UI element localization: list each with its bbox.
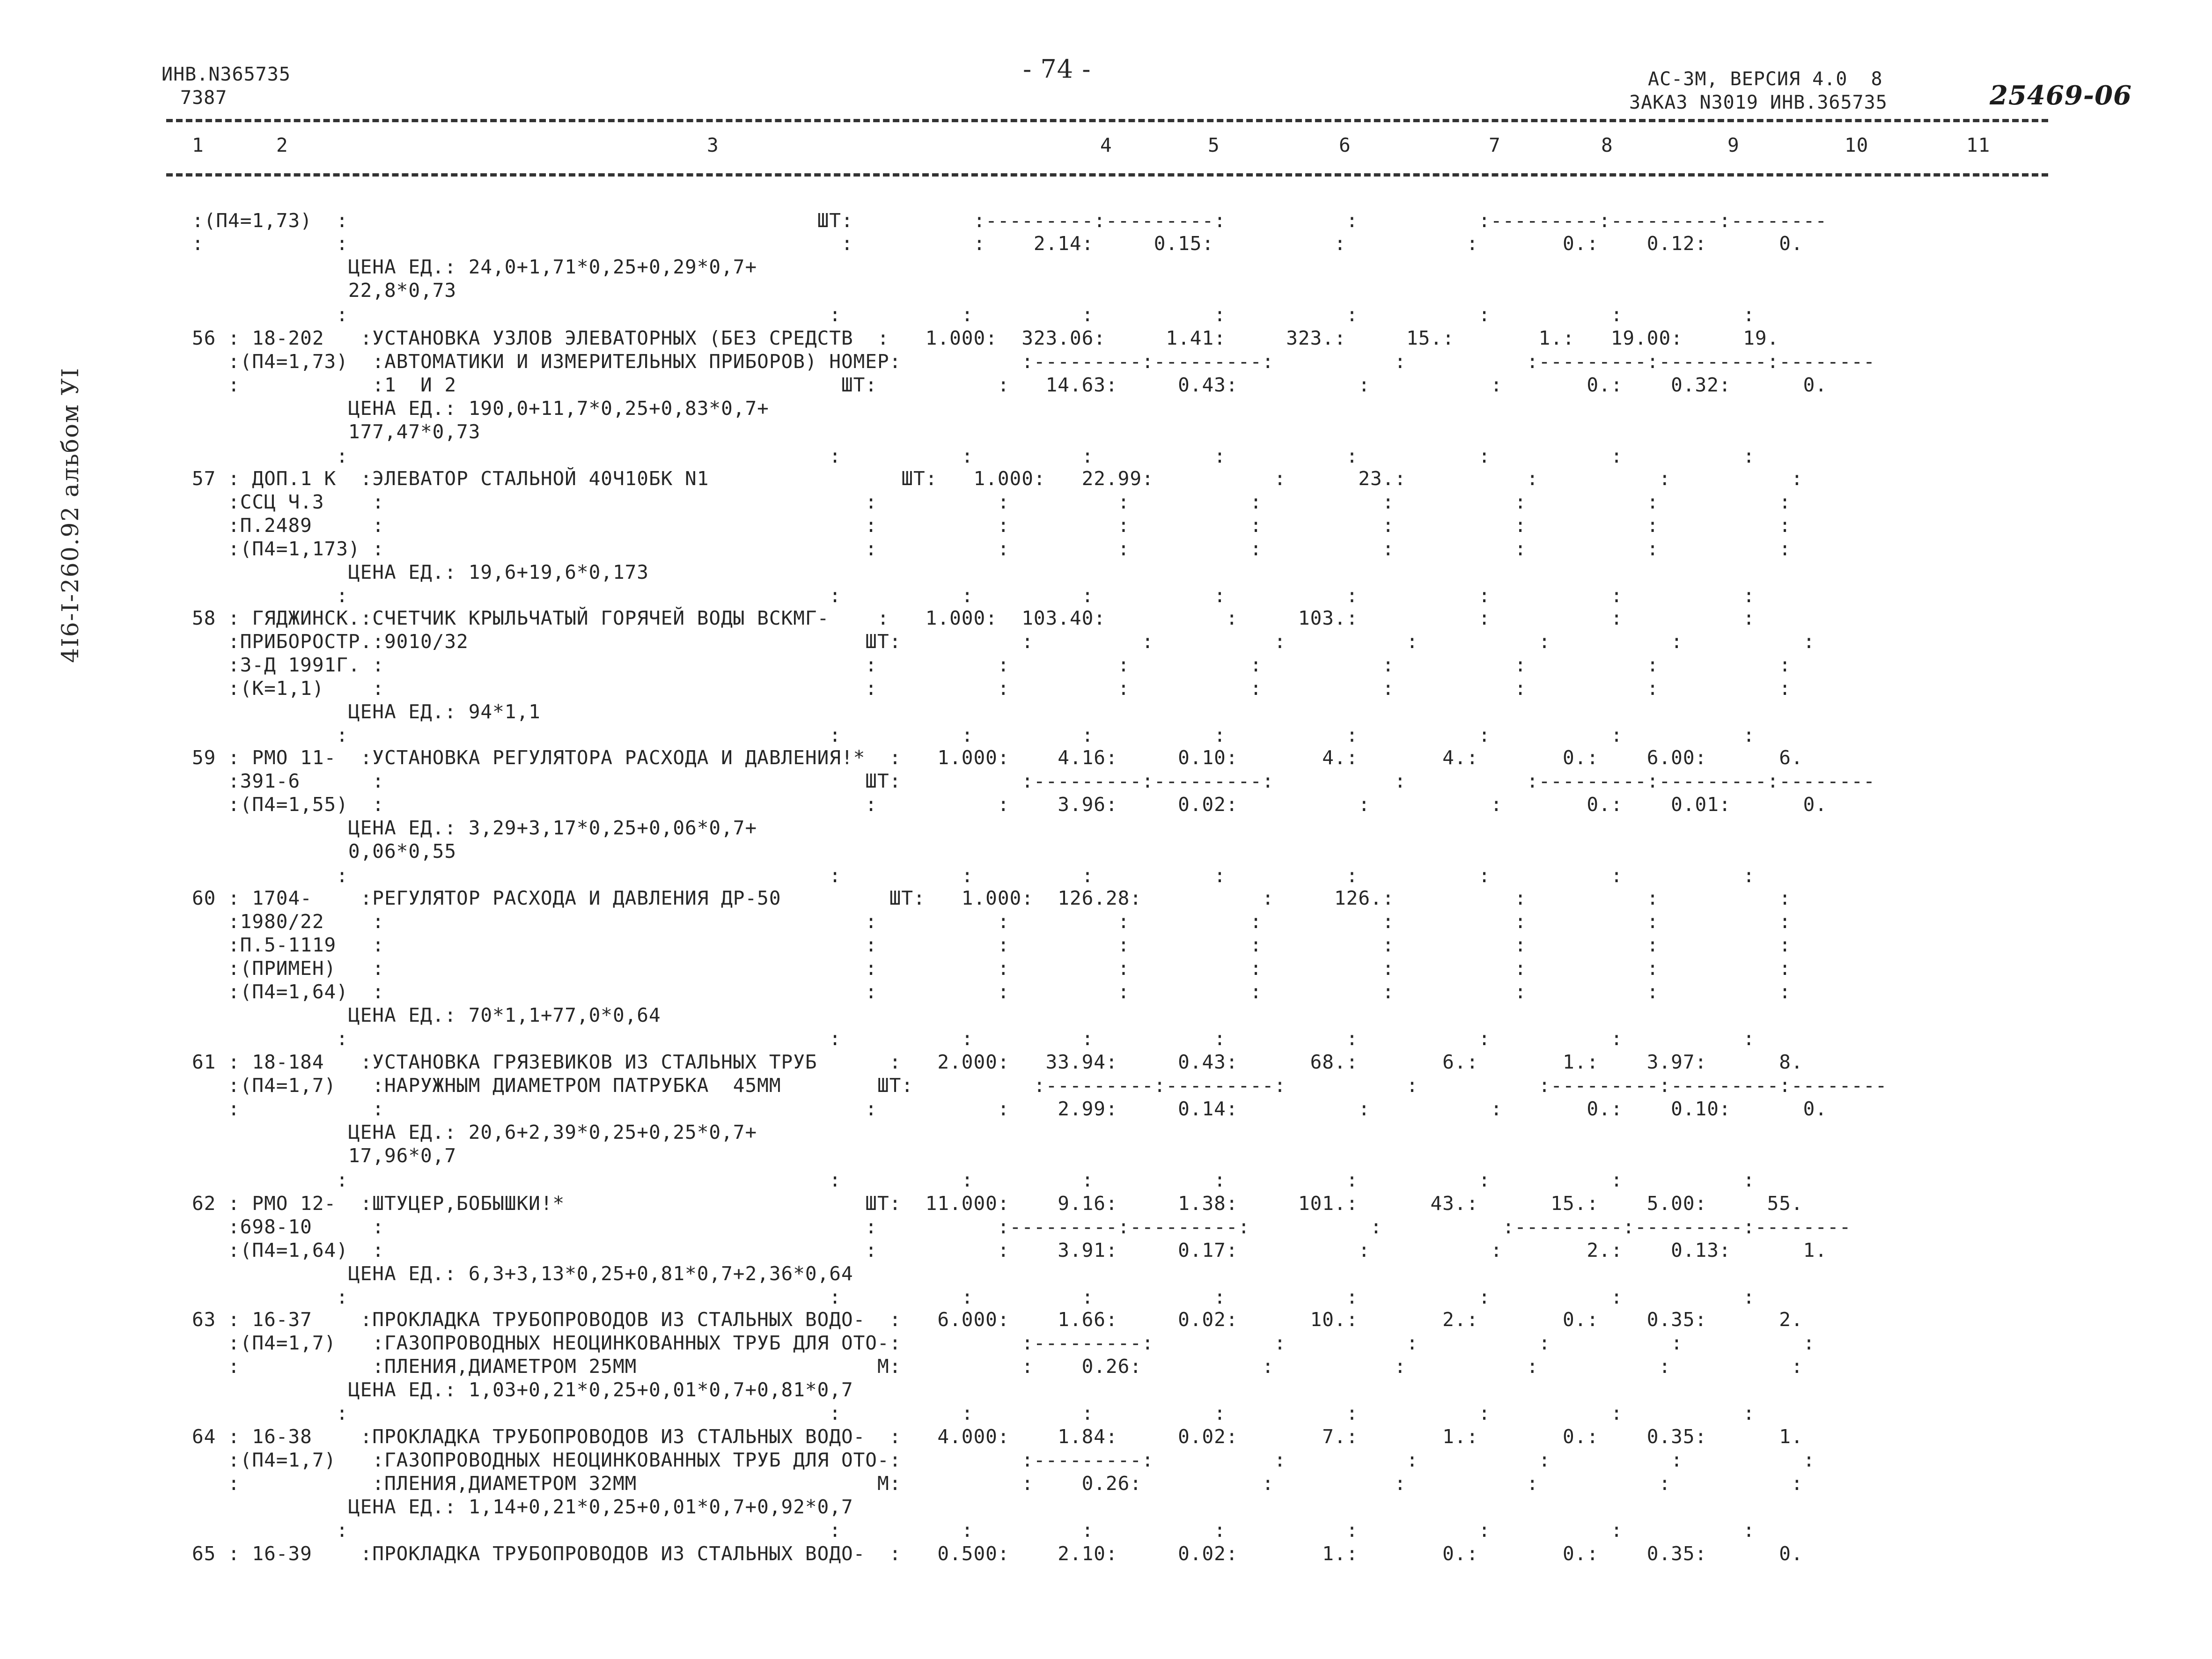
table-line: 61 : 18-184 :УСТАНОВКА ГРЯЗЕВИКОВ ИЗ СТАЛЬНЫХ ТРУБ : 2.000: 33.94: 0.43: 68.: 6.: 1.: 3.97: 8. — [192, 1051, 1803, 1073]
table-line: ЦЕНА ЕД.: 70*1,1+77,0*0,64 — [192, 1004, 661, 1026]
table-line: :391-6 : ШТ: :---------:---------: : :---------:---------:-------- — [192, 770, 1875, 792]
program-version: АС-3М, ВЕРСИЯ 4.0 8 — [1648, 68, 1883, 90]
column-header-10: 10 — [1845, 134, 1869, 156]
table-line: :(П4=1,7) :ГАЗОПРОВОДНЫХ НЕОЦИНКОВАННЫХ ТРУБ ДЛЯ ОТО-: :---------: : : : : : — [192, 1449, 1815, 1471]
table-line: : : : : 2.14: 0.15: : : 0.: 0.12: 0. — [192, 232, 1803, 255]
column-header-6: 6 — [1339, 134, 1351, 156]
column-header-3: 3 — [707, 134, 719, 156]
table-line: : : : : : : : : : — [192, 445, 1755, 467]
table-line: ЦЕНА ЕД.: 3,29+3,17*0,25+0,06*0,7+ — [192, 817, 757, 839]
column-header-2: 2 — [276, 134, 288, 156]
table-line: :(П4=1,55) : : : 3.96: 0.02: : : 0.: 0.01: 0. — [192, 793, 1828, 816]
table-line: 64 : 16-38 :ПРОКЛАДКА ТРУБОПРОВОДОВ ИЗ СТАЛЬНЫХ ВОДО- : 4.000: 1.84: 0.02: 7.: 1.: 0.: 0.35: 1. — [192, 1425, 1803, 1448]
table-line: :(ПРИМЕН) : : : : : : : : : — [192, 957, 1791, 980]
table-line: :ССЦ Ч.3 : : : : : : : : : — [192, 491, 1791, 513]
page-number: - 74 - — [1023, 54, 1091, 84]
table-line: : : : : : : : : : — [192, 1027, 1755, 1050]
table-line: 59 : РМО 11- :УСТАНОВКА РЕГУЛЯТОРА РАСХОДА И ДАВЛЕНИЯ!* : 1.000: 4.16: 0.10: 4.: 4.: 0.: 6.00: 6. — [192, 746, 1803, 769]
table-line: :(П4=1,73) :АВТОМАТИКИ И ИЗМЕРИТЕЛЬНЫХ ПРИБОРОВ) НОМЕР: :---------:---------: : :---------:---------:-------- — [192, 350, 1875, 373]
table-line: : :ПЛЕНИЯ,ДИАМЕТРОМ 32ММ М: : 0.26: : : : : : — [192, 1472, 1803, 1495]
table-line: ЦЕНА ЕД.: 94*1,1 — [192, 700, 541, 723]
album-side-label: 4I6-I-260.92 альбом УI — [57, 367, 84, 663]
table-line: 57 : ДОП.1 К :ЭЛЕВАТОР СТАЛЬНОЙ 40Ч10БК N1 ШТ: 1.000: 22.99: : 23.: : : : — [192, 467, 1803, 490]
table-line: :3-Д 1991Г. : : : : : : : : : — [192, 654, 1791, 676]
table-line: : :1 И 2 ШТ: : 14.63: 0.43: : : 0.: 0.32: 0. — [192, 374, 1828, 396]
table-line: : : : : : : : : : — [192, 1402, 1755, 1424]
table-line: 62 : РМО 12- :ШТУЦЕР,БОБЫШКИ!* ШТ: 11.000: 9.16: 1.38: 101.: 43.: 15.: 5.00: 55. — [192, 1192, 1803, 1215]
table-line: : : : : : : : : : — [192, 1286, 1755, 1308]
table-line: : : : : : : : : : — [192, 724, 1755, 746]
column-header-9: 9 — [1727, 134, 1740, 156]
table-line: ЦЕНА ЕД.: 1,14+0,21*0,25+0,01*0,7+0,92*0,7 — [192, 1496, 853, 1518]
table-line: :П.2489 : : : : : : : : : — [192, 514, 1791, 537]
table-line: 60 : 1704- :РЕГУЛЯТОР РАСХОДА И ДАВЛЕНИЯ ДР-50 ШТ: 1.000: 126.28: : 126.: : : : — [192, 887, 1791, 909]
table-line: :(К=1,1) : : : : : : : : : — [192, 677, 1791, 700]
handwritten-stamp: 25469-06 — [1990, 80, 2132, 111]
table-line: 65 : 16-39 :ПРОКЛАДКА ТРУБОПРОВОДОВ ИЗ СТАЛЬНЫХ ВОДО- : 0.500: 2.10: 0.02: 1.: 0.: 0.: 0.35: 0. — [192, 1542, 1803, 1565]
table-line: : : : : : : : : : — [192, 584, 1755, 607]
table-line: :(П4=1,7) :ГАЗОПРОВОДНЫХ НЕОЦИНКОВАННЫХ ТРУБ ДЛЯ ОТО-: :---------: : : : : : — [192, 1332, 1815, 1354]
table-line: 17,96*0,7 — [192, 1144, 457, 1167]
table-line: 56 : 18-202 :УСТАНОВКА УЗЛОВ ЭЛЕВАТОРНЫХ (БЕЗ СРЕДСТВ : 1.000: 323.06: 1.41: 323.: 15.: 1.: 19.00: 19. — [192, 327, 1779, 349]
table-line: :1980/22 : : : : : : : : : — [192, 910, 1791, 933]
header-top-rule — [166, 119, 2048, 122]
order-number: ЗАКАЗ N3019 ИНВ.365735 — [1629, 92, 1888, 113]
table-line: : : : : : : : : : — [192, 303, 1755, 326]
table-line: : : : : 2.99: 0.14: : : 0.: 0.10: 0. — [192, 1098, 1828, 1120]
table-line: ЦЕНА ЕД.: 190,0+11,7*0,25+0,83*0,7+ — [192, 397, 769, 420]
table-line: ЦЕНА ЕД.: 19,6+19,6*0,173 — [192, 561, 649, 583]
column-header-4: 4 — [1100, 134, 1112, 156]
column-header-5: 5 — [1208, 134, 1220, 156]
header-bottom-rule — [166, 173, 2048, 177]
table-line: :(П4=1,73) : ШТ: :---------:---------: : :---------:---------:-------- — [192, 209, 1828, 232]
table-line: ЦЕНА ЕД.: 6,3+3,13*0,25+0,81*0,7+2,36*0,64 — [192, 1262, 853, 1285]
table-line: :ПРИБОРОСТР.:9010/32 ШТ: : : : : : : : — [192, 630, 1815, 653]
table-line: :(П4=1,64) : : : : : : : : : — [192, 981, 1791, 1003]
table-line: ЦЕНА ЕД.: 1,03+0,21*0,25+0,01*0,7+0,81*0,7 — [192, 1379, 853, 1401]
table-line: ЦЕНА ЕД.: 20,6+2,39*0,25+0,25*0,7+ — [192, 1121, 757, 1143]
column-header-7: 7 — [1489, 134, 1501, 156]
table-line: 58 : ГЯДЖИНСК.:СЧЕТЧИК КРЫЛЬЧАТЫЙ ГОРЯЧЕЙ ВОДЫ ВСКМГ- : 1.000: 103.40: : 103.: : : : — [192, 607, 1755, 629]
table-line: : :ПЛЕНИЯ,ДИАМЕТРОМ 25ММ М: : 0.26: : : : : : — [192, 1355, 1803, 1378]
column-header-1: 1 — [192, 134, 204, 156]
table-line: : : : : : : : : : — [192, 1169, 1755, 1191]
table-line: :(П4=1,64) : : : 3.91: 0.17: : : 2.: 0.13: 1. — [192, 1239, 1828, 1261]
document-number: 7387 — [180, 87, 228, 109]
table-line: ЦЕНА ЕД.: 24,0+1,71*0,25+0,29*0,7+ — [192, 256, 757, 278]
table-line: : : : : : : : : : — [192, 864, 1755, 887]
table-line: 0,06*0,55 — [192, 840, 457, 863]
inventory-number: ИНВ.N365735 — [162, 64, 291, 85]
table-line: :(П4=1,173) : : : : : : : : : — [192, 538, 1791, 560]
table-line: : : : : : : : : : — [192, 1519, 1755, 1541]
table-line: 63 : 16-37 :ПРОКЛАДКА ТРУБОПРОВОДОВ ИЗ СТАЛЬНЫХ ВОДО- : 6.000: 1.66: 0.02: 10.: 2.: 0.: 0.35: 2. — [192, 1308, 1803, 1331]
table-line: :(П4=1,7) :НАРУЖНЫМ ДИАМЕТРОМ ПАТРУБКА 45ММ ШТ: :---------:---------: : :---------:---------:-------- — [192, 1074, 1888, 1097]
column-header-11: 11 — [1966, 134, 1991, 156]
table-line: 22,8*0,73 — [192, 279, 457, 302]
table-line: 177,47*0,73 — [192, 420, 481, 443]
column-header-8: 8 — [1601, 134, 1613, 156]
table-line: :698-10 : : :---------:---------: : :---------:---------:-------- — [192, 1216, 1852, 1238]
table-line: :П.5-1119 : : : : : : : : : — [192, 934, 1791, 956]
